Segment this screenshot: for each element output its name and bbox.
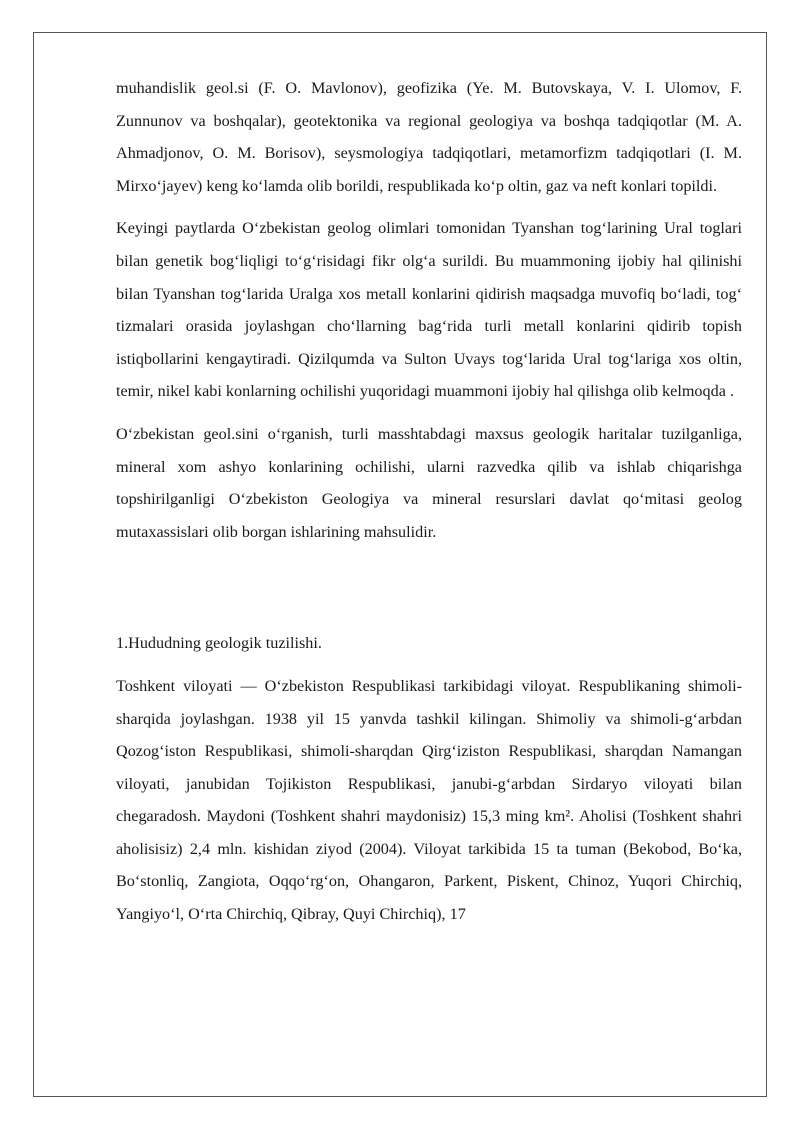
paragraph-1: muhandislik geol.si (F. O. Mavlonov), geofizika (Ye. M. Butovskaya, V. I. Ulomov, F. Zunnunov va boshqalar), geotektonika va regional geologiya va boshqa tadqiqotlar (M. A. Ahmadjonov, O. M. Borisov), seysmologiya tadqiqotlari, metamorfizm tadqiqotlari (I. M. Mirxo‘jayev) keng ko‘lamda olib borildi, respublikada ko‘p oltin, gaz va neft konlari topildi.	[116, 79, 742, 195]
section-heading: 1.Hududning geologik tuzilishi.	[116, 634, 322, 653]
paragraph-3: O‘zbekistan geol.sini o‘rganish, turli masshtabdagi maxsus geologik haritalar tuzilganliga, mineral xom ashyo konlarining ochilishi, ularni razvedka qilib va ishlab chiqarishga topshirilganligi O‘zbekiston Geologiya va mineral resurslari davlat qo‘mitasi geolog mutaxassislari olib borgan ishlarining mahsulidir.	[116, 424, 742, 541]
section-spacer	[116, 558, 742, 627]
paragraph-2: Keyingi paytlarda O‘zbekistan geolog olimlari tomonidan Tyanshan tog‘larining Ural toglari bilan genetik bog‘liqligi to‘g‘risidagi fikr olg‘a surildi. Bu muammoning ijobiy hal qilinishi bilan Tyanshan tog‘larida Uralga xos metall konlarini qidirish maqsadga muvofiq bo‘ladi, tog‘ tizmalari orasida joylashgan cho‘llarning bag‘rida turli metall konlarini qidirib topish istiqbollarini kengaytiradi. Qizilqumda va Sulton Uvays tog‘larida Ural tog‘lariga xos oltin, temir, nikel kabi konlarning ochilishi yuqoridagi muammoni ijobiy hal qilishga olib kelmoqda .	[116, 219, 742, 401]
document-body	[116, 72, 742, 941]
section-paragraph: Toshkent viloyati — O‘zbekiston Respublikasi tarkibidagi viloyat. Respublikaning shimoli-sharqida joylashgan. 1938 yil 15 yanvda tashkil kilingan. Shimoliy va shimoli-g‘arbdan Qozog‘iston Respublikasi, shimoli-sharqdan Qirg‘iziston Respublikasi, sharqdan Namangan viloyati, janubidan Tojikiston Respublikasi, janubi-g‘arbdan Sirdaryo viloyati bilan chegaradosh. Maydoni (Toshkent shahri maydonisiz) 15,3 ming km². Aholisi (Toshkent shahri aholisisiz) 2,4 mln. kishidan ziyod (2004). Viloyat tarkibida 15 ta tuman (Bekobod, Bo‘ka, Bo‘stonliq, Zangiota, Oqqo‘rg‘on, Ohangaron, Parkent, Piskent, Chinoz, Yuqori Chirchiq, Yangiyo‘l, O‘rta Chirchiq, Qibray, Quyi Chirchiq), 17	[116, 676, 742, 924]
